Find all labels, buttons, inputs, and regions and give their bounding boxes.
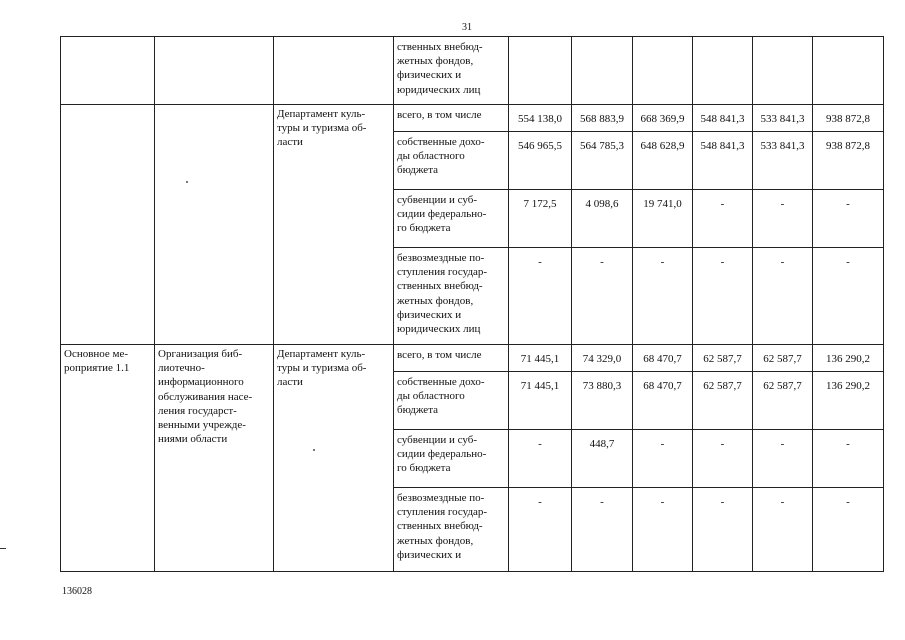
value-cell: - [753,488,813,572]
value-cell: - [813,488,884,572]
value-cell: 548 841,3 [693,105,753,132]
table-row [61,105,884,132]
value-cell [813,37,884,105]
value-cell [693,37,753,105]
value-cell [572,37,633,105]
source-cell: собственные дохо- ды областного бюджета [394,132,509,190]
value-cell: - [633,488,693,572]
value-cell: 533 841,3 [753,132,813,190]
description-cell: Организация биб- лиотечно- информационного обслуживания насе- ления государст- венными учрежде- ниями области [155,345,274,572]
value-cell: 568 883,9 [572,105,633,132]
value-cell: - [753,248,813,345]
source-cell: безвозмездные по- ступления государ- ственных внебюд- жетных фондов, физических и [394,488,509,572]
value-cell: 648 628,9 [633,132,693,190]
source-cell: безвозмездные по- ступления государ- ственных внебюд- жетных фондов, физических и юридических лиц [394,248,509,345]
value-cell: - [509,430,572,488]
value-cell: 71 445,1 [509,345,572,372]
description-cell [155,37,274,105]
value-cell: 62 587,7 [753,345,813,372]
value-cell: - [509,488,572,572]
source-cell: субвенции и суб- сидии федерально- го бюджета [394,430,509,488]
value-cell: 938 872,8 [813,105,884,132]
value-cell: 19 741,0 [633,190,693,248]
value-cell: 564 785,3 [572,132,633,190]
value-cell: 68 470,7 [633,372,693,430]
value-cell: - [753,190,813,248]
value-cell [753,37,813,105]
source-cell: ственных внебюд- жетных фондов, физических и юридических лиц [394,37,509,105]
value-cell: 68 470,7 [633,345,693,372]
value-cell: - [572,488,633,572]
value-cell: - [693,488,753,572]
value-cell: 62 587,7 [693,345,753,372]
value-cell: 74 329,0 [572,345,633,372]
value-cell: 546 965,5 [509,132,572,190]
source-cell: субвенции и суб- сидии федерально- го бюджета [394,190,509,248]
scan-speck [313,449,315,451]
value-cell: - [633,430,693,488]
value-cell: 554 138,0 [509,105,572,132]
value-cell: 62 587,7 [693,372,753,430]
value-cell: - [509,248,572,345]
executor-cell: Департамент куль- туры и туризма об- ласти [274,105,394,345]
table-row [61,345,884,372]
value-cell: - [693,248,753,345]
value-cell: 4 098,6 [572,190,633,248]
value-cell: 938 872,8 [813,132,884,190]
value-cell: 533 841,3 [753,105,813,132]
source-cell: собственные дохо- ды областного бюджета [394,372,509,430]
value-cell: - [813,248,884,345]
source-cell: всего, в том числе [394,345,509,372]
value-cell: - [813,190,884,248]
value-cell [633,37,693,105]
value-cell [509,37,572,105]
document-code: 136028 [62,586,92,597]
value-cell: - [693,430,753,488]
value-cell: - [572,248,633,345]
margin-mark [0,548,6,549]
value-cell: 136 290,2 [813,345,884,372]
value-cell: 548 841,3 [693,132,753,190]
measure-cell [61,105,155,345]
page-number: 31 [462,22,472,33]
executor-cell [274,37,394,105]
value-cell: 136 290,2 [813,372,884,430]
value-cell: 668 369,9 [633,105,693,132]
value-cell: 71 445,1 [509,372,572,430]
scan-speck [186,181,188,183]
value-cell: - [633,248,693,345]
value-cell: - [693,190,753,248]
value-cell: 73 880,3 [572,372,633,430]
value-cell: 448,7 [572,430,633,488]
measure-cell: Основное ме- роприятие 1.1 [61,345,155,572]
executor-cell: Департамент куль- туры и туризма об- ласти [274,345,394,572]
value-cell: 7 172,5 [509,190,572,248]
description-cell [155,105,274,345]
value-cell: - [813,430,884,488]
value-cell: - [753,430,813,488]
source-cell: всего, в том числе [394,105,509,132]
value-cell: 62 587,7 [753,372,813,430]
table-row [61,37,884,105]
budget-table [60,36,884,572]
measure-cell [61,37,155,105]
